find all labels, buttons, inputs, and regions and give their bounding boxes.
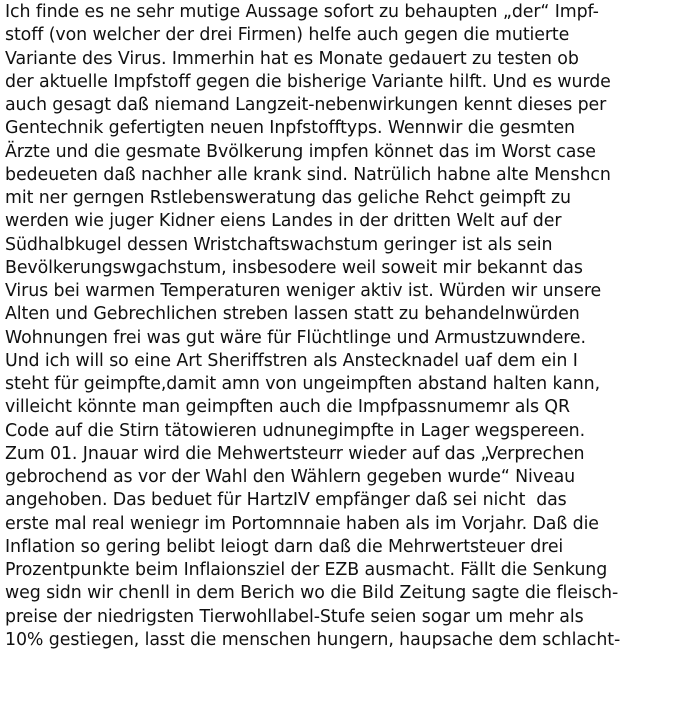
text-line: Prozentpunkte beim Inflaionsziel der EZB ausmacht. Fällt die Senkung	[5, 560, 608, 580]
text-line: Und ich will so eine Art Sheriffstren als Anstecknadel uaf dem ein I	[5, 350, 578, 371]
text-line: Gentechnik gefertigten neuen Inpfstofftyps. Wennwir die gesmten	[5, 118, 575, 139]
text-line: bedeueten daß nachher alle krank sind. Natrülich habne alte Menshcn	[5, 164, 611, 185]
text-line: weg sidn wir chenll in dem Berich wo die Bild Zeitung sagte die fleisch-	[5, 583, 619, 604]
text-line: Virus bei warmen Temperaturen weniger aktiv ist. Würden wir unsere	[5, 281, 602, 301]
text-line: angehoben. Das beduet für HartzIV empfänger daß sei nicht das	[5, 490, 567, 511]
text-line: 10% gestiegen, lasst die menschen hungern, haupsache dem schlacht-	[5, 629, 621, 650]
text-line: Zum 01. Jnauar wird die Mehwertsteurr wieder auf das „Verprechen	[5, 443, 585, 464]
text-line: villeicht könnte man geimpften auch die Impfpassnumemr als QR	[5, 397, 570, 418]
text-line: Wohnungen frei was gut wäre für Flüchtlinge und Armustzuwndere.	[5, 327, 586, 348]
text-line: werden wie juger Kidner eiens Landes in der dritten Welt auf der	[5, 211, 562, 232]
document-body	[5, 0, 695, 720]
text-line: steht für geimpfte,damit amn von ungeimpften abstand halten kann,	[5, 374, 600, 394]
text-line: gebrochend as vor der Wahl den Wählern gegeben wurde“ Niveau	[5, 467, 576, 487]
text-line: der aktuelle Impfstoff gegen die bisherige Variante hilft. Und es wurde	[5, 71, 611, 92]
text-line: Bevölkerungswgachstum, insbesodere weil soweit mir bekannt das	[5, 257, 583, 278]
text-line: erste mal real weniegr im Portomnnaie haben als im Vorjahr. Daß die	[5, 513, 599, 534]
text-line: Ich finde es ne sehr mutige Aussage sofort zu behaupten „der“ Impf-	[5, 2, 599, 22]
text-line: Alten und Gebrechlichen streben lassen statt zu behandelnwürden	[5, 304, 580, 325]
text-line: Südhalbkugel dessen Wristchaftswachstum geringer ist als sein	[5, 234, 553, 255]
text-line: Code auf die Stirn tätowieren udnunegimpfte in Lager wegspereen.	[5, 420, 586, 441]
text-line: preise der niedrigsten Tierwohllabel-Stufe seien sogar um mehr als	[5, 606, 584, 627]
text-line: mit ner gerngen Rstlebensweratung das geliche Rehct geimpft zu	[5, 188, 571, 208]
text-line: Inflation so gering belibt leiogt darn daß die Mehrwertsteuer drei	[5, 536, 564, 557]
text-line: Variante des Virus. Immerhin hat es Monate gedauert zu testen ob	[5, 48, 579, 69]
text-line: Ärzte und die gesmate Bvölkerung impfen könnet das im Worst case	[5, 141, 596, 162]
text-line: auch gesagt daß niemand Langzeit-nebenwirkungen kennt dieses per	[5, 95, 607, 115]
text-line: stoff (von welcher der drei Firmen) helfe auch gegen die mutierte	[5, 25, 570, 46]
